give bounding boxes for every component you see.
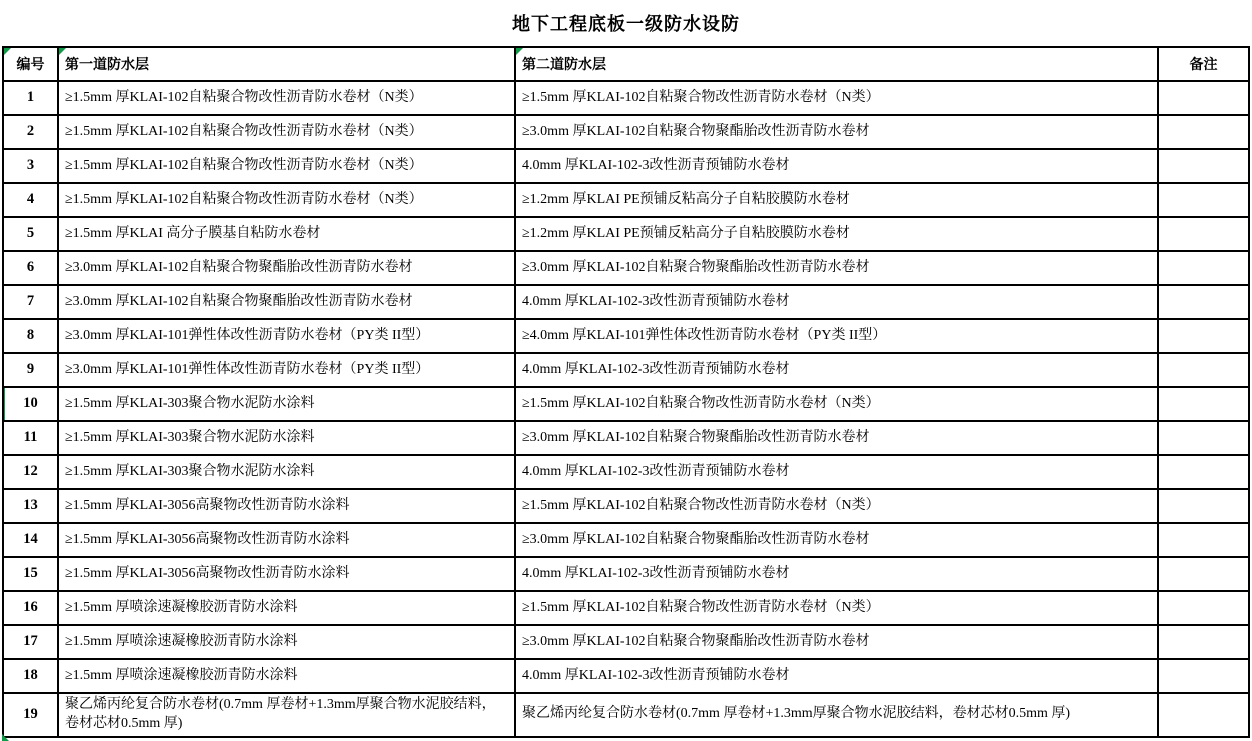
layer2-cell[interactable]: ≥1.2mm 厚KLAI PE预铺反粘高分子自粘胶膜防水卷材 [515,217,1158,251]
remark-cell[interactable] [1158,455,1249,489]
remark-cell[interactable] [1158,557,1249,591]
layer1-cell[interactable]: ≥1.5mm 厚KLAI-102自粘聚合物改性沥青防水卷材（N类） [58,115,515,149]
layer1-cell[interactable]: ≥1.5mm 厚KLAI-3056高聚物改性沥青防水涂料 [58,557,515,591]
header-cell-no[interactable]: 编号 [3,47,58,81]
row-number-cell[interactable]: 11 [3,421,58,455]
table-row [3,591,1249,625]
table-row [3,693,1249,737]
table-row [3,183,1249,217]
green-triangle-marker-icon [4,48,11,55]
table-row [3,557,1249,591]
header-cell-layer2[interactable]: 第二道防水层 [515,47,1158,81]
header-cell-layer1[interactable]: 第一道防水层 [58,47,515,81]
remark-cell[interactable] [1158,115,1249,149]
remark-cell[interactable] [1158,149,1249,183]
layer1-cell[interactable]: ≥1.5mm 厚KLAI-102自粘聚合物改性沥青防水卷材（N类） [58,81,515,115]
layer2-cell[interactable]: 4.0mm 厚KLAI-102-3改性沥青预铺防水卷材 [515,353,1158,387]
layer1-cell[interactable]: 聚乙烯丙纶复合防水卷材(0.7mm 厚卷材+1.3mm厚聚合物水泥胶结料，卷材芯材0.5mm 厚) [58,693,515,737]
layer2-cell[interactable]: ≥1.5mm 厚KLAI-102自粘聚合物改性沥青防水卷材（N类） [515,489,1158,523]
table-row [3,319,1249,353]
layer2-cell[interactable]: ≥1.5mm 厚KLAI-102自粘聚合物改性沥青防水卷材（N类） [515,81,1158,115]
row-number-cell[interactable]: 16 [3,591,58,625]
layer2-cell[interactable]: ≥3.0mm 厚KLAI-102自粘聚合物聚酯胎改性沥青防水卷材 [515,115,1158,149]
row-number-cell[interactable]: 8 [3,319,58,353]
table-row [3,625,1249,659]
remark-cell[interactable] [1158,353,1249,387]
table-row [3,421,1249,455]
row-number-cell[interactable]: 19 [3,693,58,737]
table-row [3,523,1249,557]
row-number-cell[interactable]: 1 [3,81,58,115]
layer1-cell[interactable]: ≥1.5mm 厚KLAI-3056高聚物改性沥青防水涂料 [58,523,515,557]
layer1-cell[interactable]: ≥1.5mm 厚KLAI-102自粘聚合物改性沥青防水卷材（N类） [58,183,515,217]
row-number-cell[interactable]: 7 [3,285,58,319]
remark-cell[interactable] [1158,659,1249,693]
row-number-cell[interactable]: 9 [3,353,58,387]
layer2-cell[interactable]: ≥4.0mm 厚KLAI-101弹性体改性沥青防水卷材（PY类 II型） [515,319,1158,353]
layer2-cell[interactable]: ≥1.5mm 厚KLAI-102自粘聚合物改性沥青防水卷材（N类） [515,387,1158,421]
table-row [3,285,1249,319]
remark-cell[interactable] [1158,489,1249,523]
remark-cell[interactable] [1158,319,1249,353]
row-number-cell[interactable]: 3 [3,149,58,183]
layer1-cell[interactable]: ≥1.5mm 厚KLAI-303聚合物水泥防水涂料 [58,387,515,421]
table-row [3,149,1249,183]
row-number-cell[interactable]: 17 [3,625,58,659]
row-number-cell[interactable]: 14 [3,523,58,557]
layer1-cell[interactable]: ≥1.5mm 厚KLAI-303聚合物水泥防水涂料 [58,455,515,489]
layer2-cell[interactable]: 聚乙烯丙纶复合防水卷材(0.7mm 厚卷材+1.3mm厚聚合物水泥胶结料，卷材芯材0.5mm 厚) [515,693,1158,737]
remark-cell[interactable] [1158,625,1249,659]
remark-cell[interactable] [1158,81,1249,115]
row-number-cell[interactable]: 10 [3,387,58,421]
table-row [3,455,1249,489]
table-row [3,115,1249,149]
remark-cell[interactable] [1158,183,1249,217]
layer1-cell[interactable]: ≥3.0mm 厚KLAI-102自粘聚合物聚酯胎改性沥青防水卷材 [58,251,515,285]
table-row [3,353,1249,387]
row-number-cell[interactable]: 18 [3,659,58,693]
table-body [3,81,1249,737]
layer1-cell[interactable]: ≥1.5mm 厚喷涂速凝橡胶沥青防水涂料 [58,625,515,659]
green-triangle-marker-icon [59,48,66,55]
header-cell-remark[interactable]: 备注 [1158,47,1249,81]
table-row [3,387,1249,421]
layer2-cell[interactable]: ≥1.5mm 厚KLAI-102自粘聚合物改性沥青防水卷材（N类） [515,591,1158,625]
layer1-cell[interactable]: ≥1.5mm 厚KLAI-303聚合物水泥防水涂料 [58,421,515,455]
remark-cell[interactable] [1158,523,1249,557]
row-number-cell[interactable]: 13 [3,489,58,523]
remark-cell[interactable] [1158,285,1249,319]
green-left-border-marker [3,387,5,421]
layer2-cell[interactable]: ≥3.0mm 厚KLAI-102自粘聚合物聚酯胎改性沥青防水卷材 [515,625,1158,659]
row-number-cell[interactable]: 5 [3,217,58,251]
layer1-cell[interactable]: ≥1.5mm 厚KLAI 高分子膜基自粘防水卷材 [58,217,515,251]
layer1-cell[interactable]: ≥3.0mm 厚KLAI-101弹性体改性沥青防水卷材（PY类 II型） [58,353,515,387]
page-title: 地下工程底板一级防水设防 [512,14,740,34]
layer2-cell[interactable]: ≥3.0mm 厚KLAI-102自粘聚合物聚酯胎改性沥青防水卷材 [515,421,1158,455]
title-bar [0,0,1252,46]
row-number-cell[interactable]: 4 [3,183,58,217]
remark-cell[interactable] [1158,591,1249,625]
waterproofing-table [2,46,1250,738]
layer2-cell[interactable]: ≥3.0mm 厚KLAI-102自粘聚合物聚酯胎改性沥青防水卷材 [515,523,1158,557]
layer2-cell[interactable]: 4.0mm 厚KLAI-102-3改性沥青预铺防水卷材 [515,455,1158,489]
remark-cell[interactable] [1158,217,1249,251]
layer1-cell[interactable]: ≥3.0mm 厚KLAI-102自粘聚合物聚酯胎改性沥青防水卷材 [58,285,515,319]
header-row [3,47,1249,81]
row-number-cell[interactable]: 2 [3,115,58,149]
layer2-cell[interactable]: ≥3.0mm 厚KLAI-102自粘聚合物聚酯胎改性沥青防水卷材 [515,251,1158,285]
table-row [3,489,1249,523]
table-row [3,659,1249,693]
remark-cell[interactable] [1158,251,1249,285]
table-row [3,251,1249,285]
table-row [3,217,1249,251]
remark-cell[interactable] [1158,421,1249,455]
layer2-cell[interactable]: ≥1.2mm 厚KLAI PE预铺反粘高分子自粘胶膜防水卷材 [515,183,1158,217]
row-number-cell[interactable]: 6 [3,251,58,285]
layer1-cell[interactable]: ≥1.5mm 厚喷涂速凝橡胶沥青防水涂料 [58,591,515,625]
layer2-cell[interactable]: 4.0mm 厚KLAI-102-3改性沥青预铺防水卷材 [515,285,1158,319]
layer2-cell[interactable]: 4.0mm 厚KLAI-102-3改性沥青预铺防水卷材 [515,557,1158,591]
row-number-cell[interactable]: 12 [3,455,58,489]
waterproofing-table-wrap [2,46,1248,738]
row-number-cell[interactable]: 15 [3,557,58,591]
remark-cell[interactable] [1158,693,1249,737]
layer2-cell[interactable]: 4.0mm 厚KLAI-102-3改性沥青预铺防水卷材 [515,149,1158,183]
layer2-cell[interactable]: 4.0mm 厚KLAI-102-3改性沥青预铺防水卷材 [515,659,1158,693]
layer1-cell[interactable]: ≥1.5mm 厚KLAI-102自粘聚合物改性沥青防水卷材（N类） [58,149,515,183]
layer1-cell[interactable]: ≥1.5mm 厚喷涂速凝橡胶沥青防水涂料 [58,659,515,693]
remark-cell[interactable] [1158,387,1249,421]
layer1-cell[interactable]: ≥1.5mm 厚KLAI-3056高聚物改性沥青防水涂料 [58,489,515,523]
green-triangle-marker-icon [516,48,523,55]
layer1-cell[interactable]: ≥3.0mm 厚KLAI-101弹性体改性沥青防水卷材（PY类 II型） [58,319,515,353]
table-row [3,81,1249,115]
